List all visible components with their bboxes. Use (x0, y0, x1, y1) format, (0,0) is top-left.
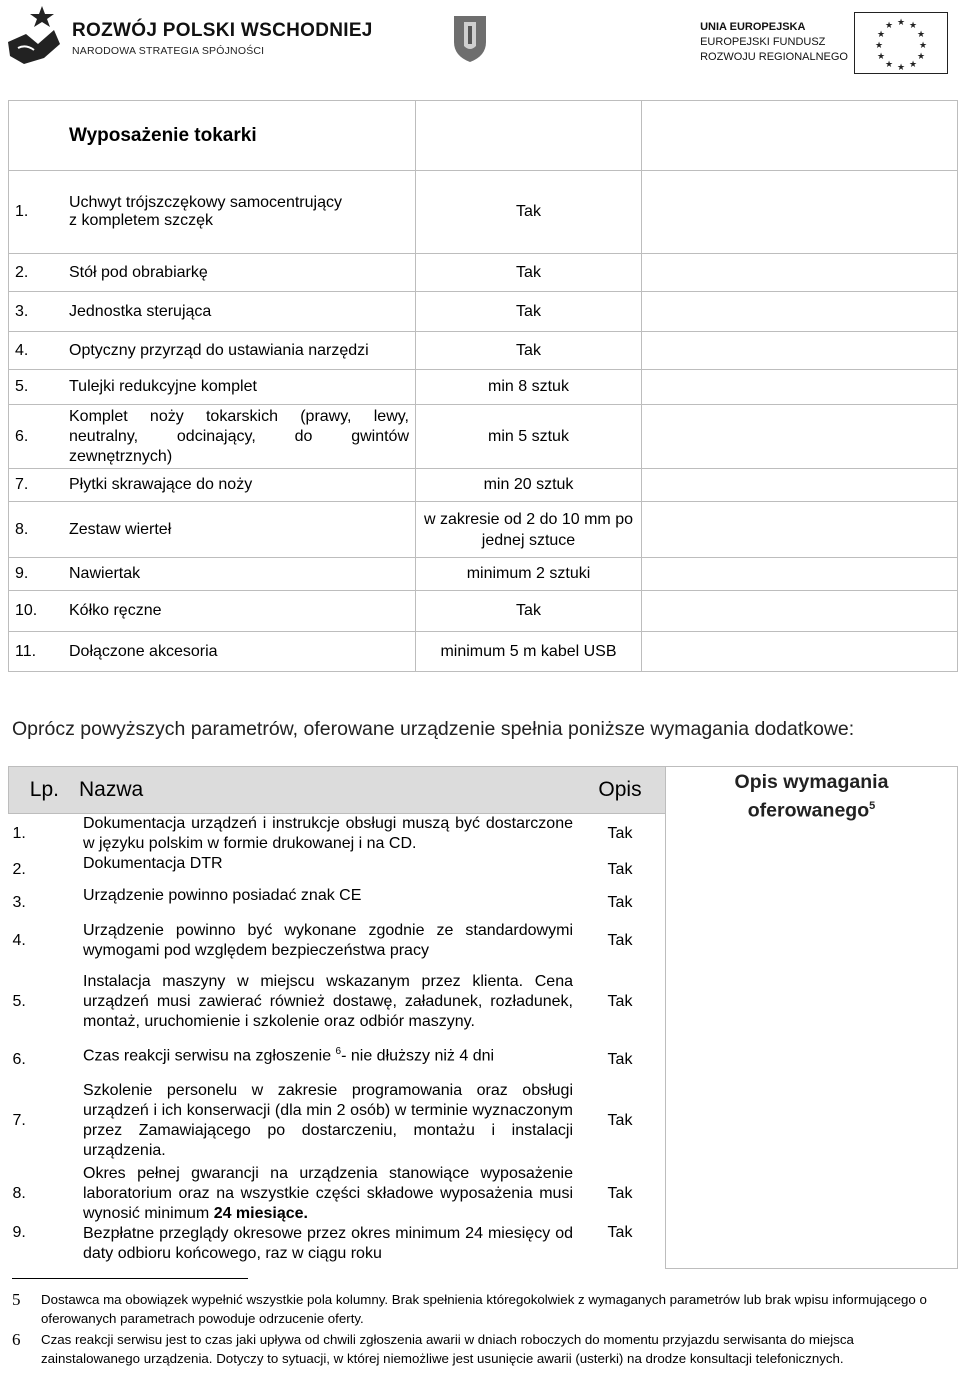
eu-flag-icon (854, 12, 948, 74)
table-row: 7. Szkolenie personelu w zakresie programowania oraz obsługi urządzeń i ich konserwacji (dla min 2 osób) w terminie wyznaczonym przez Zamawiającego po dostarczeniu, montażu i instalacji urządzenia. Tak (12, 1082, 633, 1159)
table-row: 1. Dokumentacja urządzeń i instrukcje obsługi muszą być dostarczone w języku polskim w formie drukowanej i na CD. Tak (12, 815, 633, 852)
svg-text:★: ★ (884, 59, 894, 69)
table-row: 6. Czas reakcji serwisu na zgłoszenie $^6$- nie dłuższy niż 4 dni Tak (12, 1046, 633, 1068)
header-nazwa: Nazwa (63, 767, 575, 814)
coat-of-arms-icon (450, 12, 490, 64)
svg-text:★: ★ (918, 40, 928, 50)
eu-line2: EUROPEJSKI FUNDUSZ (700, 36, 826, 48)
svg-text:★: ★ (896, 17, 906, 27)
table-row: 1. Uchwyt trójszczękowy samocentrujący z kompletem szczęk Tak (9, 171, 958, 254)
table-row: 8. Zestaw wierteł w zakresie od 2 do 10 mm po jednej sztuce (9, 502, 958, 558)
additional-requirements-intro: Oprócz powyższych parametrów, oferowane urządzenie spełnia poniższe wymagania dodatkowe: (12, 718, 855, 740)
header-lp: Lp. (9, 767, 64, 814)
footnote-separator (12, 1278, 248, 1279)
table-row: 4. Urządzenie powinno być wykonane zgodnie ze standardowymi wymogami pod względem bezpieczeństwa pracy Tak (12, 922, 633, 959)
svg-text:★: ★ (876, 29, 886, 39)
eu-line3: ROZWOJU REGIONALNEGO (700, 51, 848, 63)
table-row: 10. Kółko ręczne Tak (9, 591, 958, 632)
svg-text:★: ★ (884, 20, 894, 30)
brand-title: ROZWÓJ POLSKI WSCHODNIEJ (72, 20, 373, 41)
table-row: 11. Dołączone akcesoria minimum 5 m kabel USB (9, 632, 958, 672)
table-row: 7. Płytki skrawające do noży min 20 sztuk (9, 469, 958, 502)
svg-text:★: ★ (916, 29, 926, 39)
header-opis-wymagania: Opis wymagania oferowanego$^5$ (666, 767, 958, 1269)
table-row: 3. Urządzenie powinno posiadać znak CE Tak (12, 887, 633, 911)
brand-subtitle: NARODOWA STRATEGIA SPÓJNOŚCI (72, 45, 265, 57)
table-row (9, 101, 958, 171)
eu-fund-text (700, 20, 848, 65)
svg-text:★: ★ (908, 20, 918, 30)
table-row: 8. Okres pełnej gwarancji na urządzenia stanowiące wyposażenie laboratorium oraz na wszystkie części składowe wyposażenia musi wynosić minimum 24 miesiące. Tak (12, 1165, 633, 1222)
table-row: 9. Nawiertak minimum 2 sztuki (9, 558, 958, 591)
svg-text:★: ★ (916, 51, 926, 61)
equipment-table (8, 100, 958, 672)
table-row: 5. Instalacja maszyny w miejscu wskazanym przez klienta. Cena urządzeń musi zawierać również dostawę, załadunek, rozładunek, montaż, uruchomienie i szkolenie oraz odbiór maszyny. Tak (12, 973, 633, 1030)
table-row: 9. Bezpłatne przeglądy okresowe przez okres minimum 24 miesięcy od daty odbioru końcowego, raz w ciągu roku Tak (12, 1224, 633, 1262)
rozwoj-polski-wschodniej-logo-icon (4, 4, 64, 72)
svg-text:★: ★ (874, 40, 884, 50)
page-header (0, 0, 960, 95)
header-opis: Opis (575, 767, 666, 814)
svg-text:★: ★ (876, 51, 886, 61)
table-header-row (9, 767, 958, 814)
table-row: 4. Optyczny przyrząd do ustawiania narzędzi Tak (9, 332, 958, 370)
table-row: 6. Komplet noży tokarskich (prawy, lewy, neutralny, odcinający, do gwintów zewnętrznych) min 5 sztuk (9, 405, 958, 469)
table-row: 3. Jednostka sterująca Tak (9, 292, 958, 332)
requirements-table (8, 766, 958, 1269)
table-row: 5. Tulejki redukcyjne komplet min 8 sztuk (9, 370, 958, 405)
eu-line1: UNIA EUROPEJSKA (700, 21, 806, 33)
equipment-title: Wyposażenie tokarki (63, 101, 416, 171)
table-row: 2. Stół pod obrabiarkę Tak (9, 254, 958, 292)
svg-text:★: ★ (896, 62, 906, 72)
svg-text:★: ★ (908, 59, 918, 69)
table-row: 2. Dokumentacja DTR Tak (12, 855, 633, 878)
